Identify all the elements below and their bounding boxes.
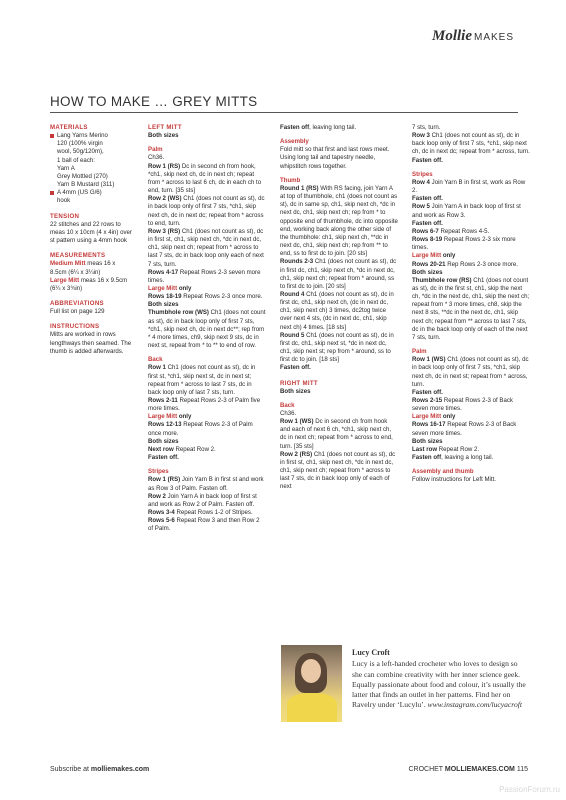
pattern-row: Thumbhole row (RS) Ch1 (does not count as st), dc in the first st, ch1, skip the next ch, *dc in the next dc, ch1, skip the next ch; repeat from * 3 more times, ch8, skip the next 8 sts, **dc in the next dc, ch1, skip next ch; repeat from ** across to last 7 sts, dc in the back loop only of each of the next 7 sts, turn. (412, 276, 530, 341)
stripes-heading: Stripes (148, 468, 169, 476)
abbreviations-text: Full list on page 129 (50, 308, 105, 316)
size-label: Both sizes (148, 437, 179, 445)
fasten-off: Fasten off. (412, 156, 443, 164)
pattern-row: Row 2 (RS) Ch1 (does not count as st), dc in first st, ch1, skip next ch, *dc in next dc, ch1, skip next ch; repeat from * across to last 7 sts, dc in back loop only of each of next (280, 450, 396, 491)
material-line: 120 (100% virgin (57, 140, 103, 148)
left-mitt-column (148, 124, 266, 534)
pattern-row: Rows 3-4 Repeat Rows 1-2 of Stripes. (148, 509, 253, 517)
logo-caps: MAKES (473, 32, 514, 43)
pattern-row: Row 3 (RS) Ch1 (does not count as st), dc in first st, ch1, skip next ch, *dc in next dc, ch1, skip next ch; repeat from * across to last 7 sts, dc in back loop only each of next 7 sts, turn. (148, 227, 264, 268)
pattern-row: Round 5 Ch1 (does not count as st), dc in first dc, ch1, skip next st, *dc in next dc, ch1, skip next st; rep from * around, ss to first dc to join. [18 sts] (280, 331, 394, 364)
designer-photo (281, 645, 342, 722)
logo-script: Mollie (431, 28, 472, 44)
fasten-off: Fasten off. (412, 388, 443, 396)
left-mitt-heading: LEFT MITT (148, 124, 182, 131)
designer-bio (352, 648, 528, 711)
material-line: hook (57, 197, 71, 205)
pattern-row: Round 1 (RS) With RS facing, join Yarn A at top of thumbhole, ch1 (does not count as st), dc in same sp, ch1, skip next ch, *dc in next dc, ch1, skip next ch; rep from * to opposite end of thumbhole, dc into opposite end, working back along the other side of the thumbhole: ch1, skip next ch, **dc in next dc, ch1, skip next ch; rep from ** to end, ss to first dc to join. [20 sts] (280, 184, 398, 258)
measurement-medium: Medium Mitt meas 16 x 8.5cm (6¼ x 3¼in) (50, 260, 116, 276)
pattern-row: Rows 18-19 Repeat Rows 2-3 once more. (148, 293, 263, 301)
pattern-row: Round 4 Ch1 (does not count as st), dc in first dc, ch1, skip next ch, (dc in next dc, ch1, skip next ch) 3 times, dc2tog twice over next 4 sts, (dc in next dc, ch1, skip next ch) 4 times. [18 sts] (280, 290, 394, 331)
size-label: Large Mitt only (412, 252, 456, 260)
pattern-step: Ch36. (148, 154, 165, 162)
pattern-row: Thumbhole row (WS) Ch1 (does not count as st), dc in back loop only of first 7 sts, *ch1, skip next ch, dc in next dc**; rep from * 4 more times, ch9, skip next 9 sts, dc in next st, repeat from * to ** to end of row. (148, 309, 266, 350)
pattern-row: Rows 5-6 Repeat Row 3 and then Row 2 of Palm. (148, 517, 260, 533)
material-line: Yarn B Mustard (311) (57, 181, 115, 189)
tension-text: 22 stitches and 22 rows to meas 10 x 10cm (4 x 4in) over st pattern using a 4mm hook (50, 220, 132, 245)
instructions-text: Mitts are worked in rows lengthways then seamed. The thumb is added afterwards. (50, 331, 132, 355)
footer-page: CROCHET MOLLIEMAKES.COM 115 (408, 766, 528, 773)
pattern-row: Row 1 (RS) Dc in second ch from hook, *ch1, skip next ch, dc in next ch; repeat from * across to last 6 ch, dc in each ch to end, turn. [35 sts] (148, 162, 262, 195)
pattern-row: Next row Repeat Row 2. (148, 445, 216, 453)
pattern-row: Rows 6-7 Repeat Rows 4-5. (412, 227, 490, 235)
pattern-row: Row 2 Join Yarn A in back loop of first st and work as Row 2 of Palm. Fasten off. (148, 492, 257, 508)
watermark: PassionForum.ru (499, 785, 560, 794)
designer-link[interactable]: www.instagram.com/lucyacroft (427, 700, 522, 710)
pattern-step: 7 sts, turn. (412, 124, 441, 131)
assembly-heading: Assembly (280, 138, 309, 146)
size-label: Both sizes (148, 132, 179, 140)
footer-subscribe: Subscribe at molliemakes.com (50, 766, 150, 773)
material-yarn: Lang Yarns Merino (50, 132, 132, 140)
fasten-off: Fasten off, leaving long tail. (280, 124, 357, 131)
material-line: Yarn A (57, 164, 75, 172)
thumb-right-mitt-column (280, 124, 398, 492)
right-mitt-column (412, 124, 530, 485)
pattern-row: Rows 16-17 Repeat Rows 2-3 of Back seven more times. (412, 421, 517, 437)
thumb-heading: Thumb (280, 176, 301, 184)
pattern-row: Rows 12-13 Repeat Rows 2-3 of Palm once more. (148, 421, 253, 437)
pattern-row: Row 4 Join Yarn B in first st, work as Row 2. (412, 178, 526, 195)
subscribe-link[interactable]: molliemakes.com (90, 766, 150, 773)
pattern-row: Row 1 (WS) Dc in second ch from hook and each of next 6 ch, *ch1, skip next ch, dc in next ch; repeat from * across to end, turn. [35 sts] (280, 418, 393, 450)
fasten-off: Fasten off. (148, 454, 179, 462)
stripes-heading: Stripes (412, 170, 433, 178)
pattern-row: Row 1 (RS) Join Yarn B in first st and work as Row 3 of Palm. Fasten off. (148, 476, 264, 492)
pattern-row: Rows 4-17 Repeat Rows 2-3 seven more times. (148, 268, 261, 284)
pattern-row: Rows 2-11 Repeat Rows 2-3 of Palm five more times. (148, 397, 261, 413)
pattern-row: Row 2 (WS) Ch1 (does not count as st), dc in back loop only of first 7 sts, *ch1, skip next ch, dc in next dc; repeat from * across to end, turn. (148, 195, 265, 227)
page-title: HOW TO MAKE … GREY MITTS (50, 94, 518, 113)
material-line: Grey Mottled (270) (57, 172, 108, 180)
size-label: Both sizes (148, 301, 179, 309)
pattern-row: Row 1 (WS) Ch1 (does not count as st), dc in back loop only of first 7 sts, *ch1, skip next ch, dc in next st; repeat from * across, turn. (412, 356, 529, 388)
magazine-logo (432, 28, 514, 45)
assembly-text: Fold mitt so that first and last rows meet. Using long tail and tapestry needle, whipstitch rows together. (280, 146, 390, 170)
palm-heading: Palm (148, 146, 163, 154)
designer-name: Lucy Croft (352, 648, 390, 657)
pattern-step: Ch36. (280, 410, 297, 417)
size-label: Large Mitt only (148, 413, 192, 421)
size-label: Large Mitt only (412, 413, 456, 421)
right-mitt-heading: RIGHT MITT (280, 379, 318, 387)
pattern-row: Row 1 Ch1 (does not count as st), dc in first st, *ch1, skip next st, dc in next st; repeat from * across to last 7 sts, dc in back loop only of last 7 sts, turn. (148, 364, 256, 396)
pattern-row: Rows 20-21 Rep Rows 2-3 once more. (412, 260, 519, 268)
material-hook: A 4mm (US G/6) (50, 189, 132, 197)
instructions-heading: INSTRUCTIONS (50, 323, 100, 331)
page-number: 115 (514, 766, 528, 773)
measurements-heading: MEASUREMENTS (50, 252, 106, 260)
assembly-heading: Assembly and thumb (412, 468, 474, 476)
tension-heading: TENSION (50, 212, 80, 220)
palm-heading: Palm (412, 348, 427, 356)
pattern-row: Row 5 Join Yarn A in back loop of first st and work as Row 3. (412, 203, 521, 219)
size-label: Both sizes (280, 387, 311, 395)
abbreviations-heading: ABBREVIATIONS (50, 299, 104, 307)
pattern-row: Row 3 Ch1 (does not count as st), dc in back loop only of first 7 sts, *ch1, skip next ch, dc in next dc; repeat from * across, turn. (412, 132, 530, 156)
fasten-off: Fasten off. (412, 195, 443, 203)
fasten-off: Fasten off. (280, 364, 311, 372)
size-label: Both sizes (412, 437, 443, 445)
material-line: wool, 50g/120m), (57, 148, 104, 156)
back-heading: Back (280, 401, 295, 409)
pattern-row: Rows 2-15 Repeat Rows 2-3 of Back seven more times. (412, 397, 513, 413)
pattern-row: Rows 8-19 Repeat Rows 2-3 six more times. (412, 236, 516, 252)
sidebar-column (50, 124, 132, 356)
back-heading: Back (148, 356, 163, 364)
pattern-row: Rounds 2-3 Ch1 (does not count as st), dc in first dc, ch1, skip next ch, *dc in next dc, ch1, skip next ch; repeat from * around, ss to first dc to join. [20 sts] (280, 258, 397, 290)
fasten-off: Fasten off. (412, 219, 443, 227)
materials-heading: MATERIALS (50, 124, 88, 131)
pattern-row: Last row Repeat Row 2. (412, 445, 480, 453)
measurement-large: Large Mitt meas 16 x 9.5cm (6¼ x 3¾in) (50, 276, 128, 292)
designer-bio-text: Lucy is a left-handed crocheter who loves to design so she can combine creativity with her inner science geek. Equally passionate about food and colour, it’s usually the latter that finds an outlet in her patterns. Find her on Ravelry under ‘Lucylu’. (352, 659, 526, 710)
assembly-text: Follow instructions for Left Mitt. (412, 476, 496, 484)
fasten-off: Fasten off, leaving a long tail. (412, 454, 494, 462)
size-label: Large Mitt only (148, 284, 192, 292)
size-label: Both sizes (412, 268, 443, 276)
material-line: 1 ball of each: (57, 156, 95, 164)
